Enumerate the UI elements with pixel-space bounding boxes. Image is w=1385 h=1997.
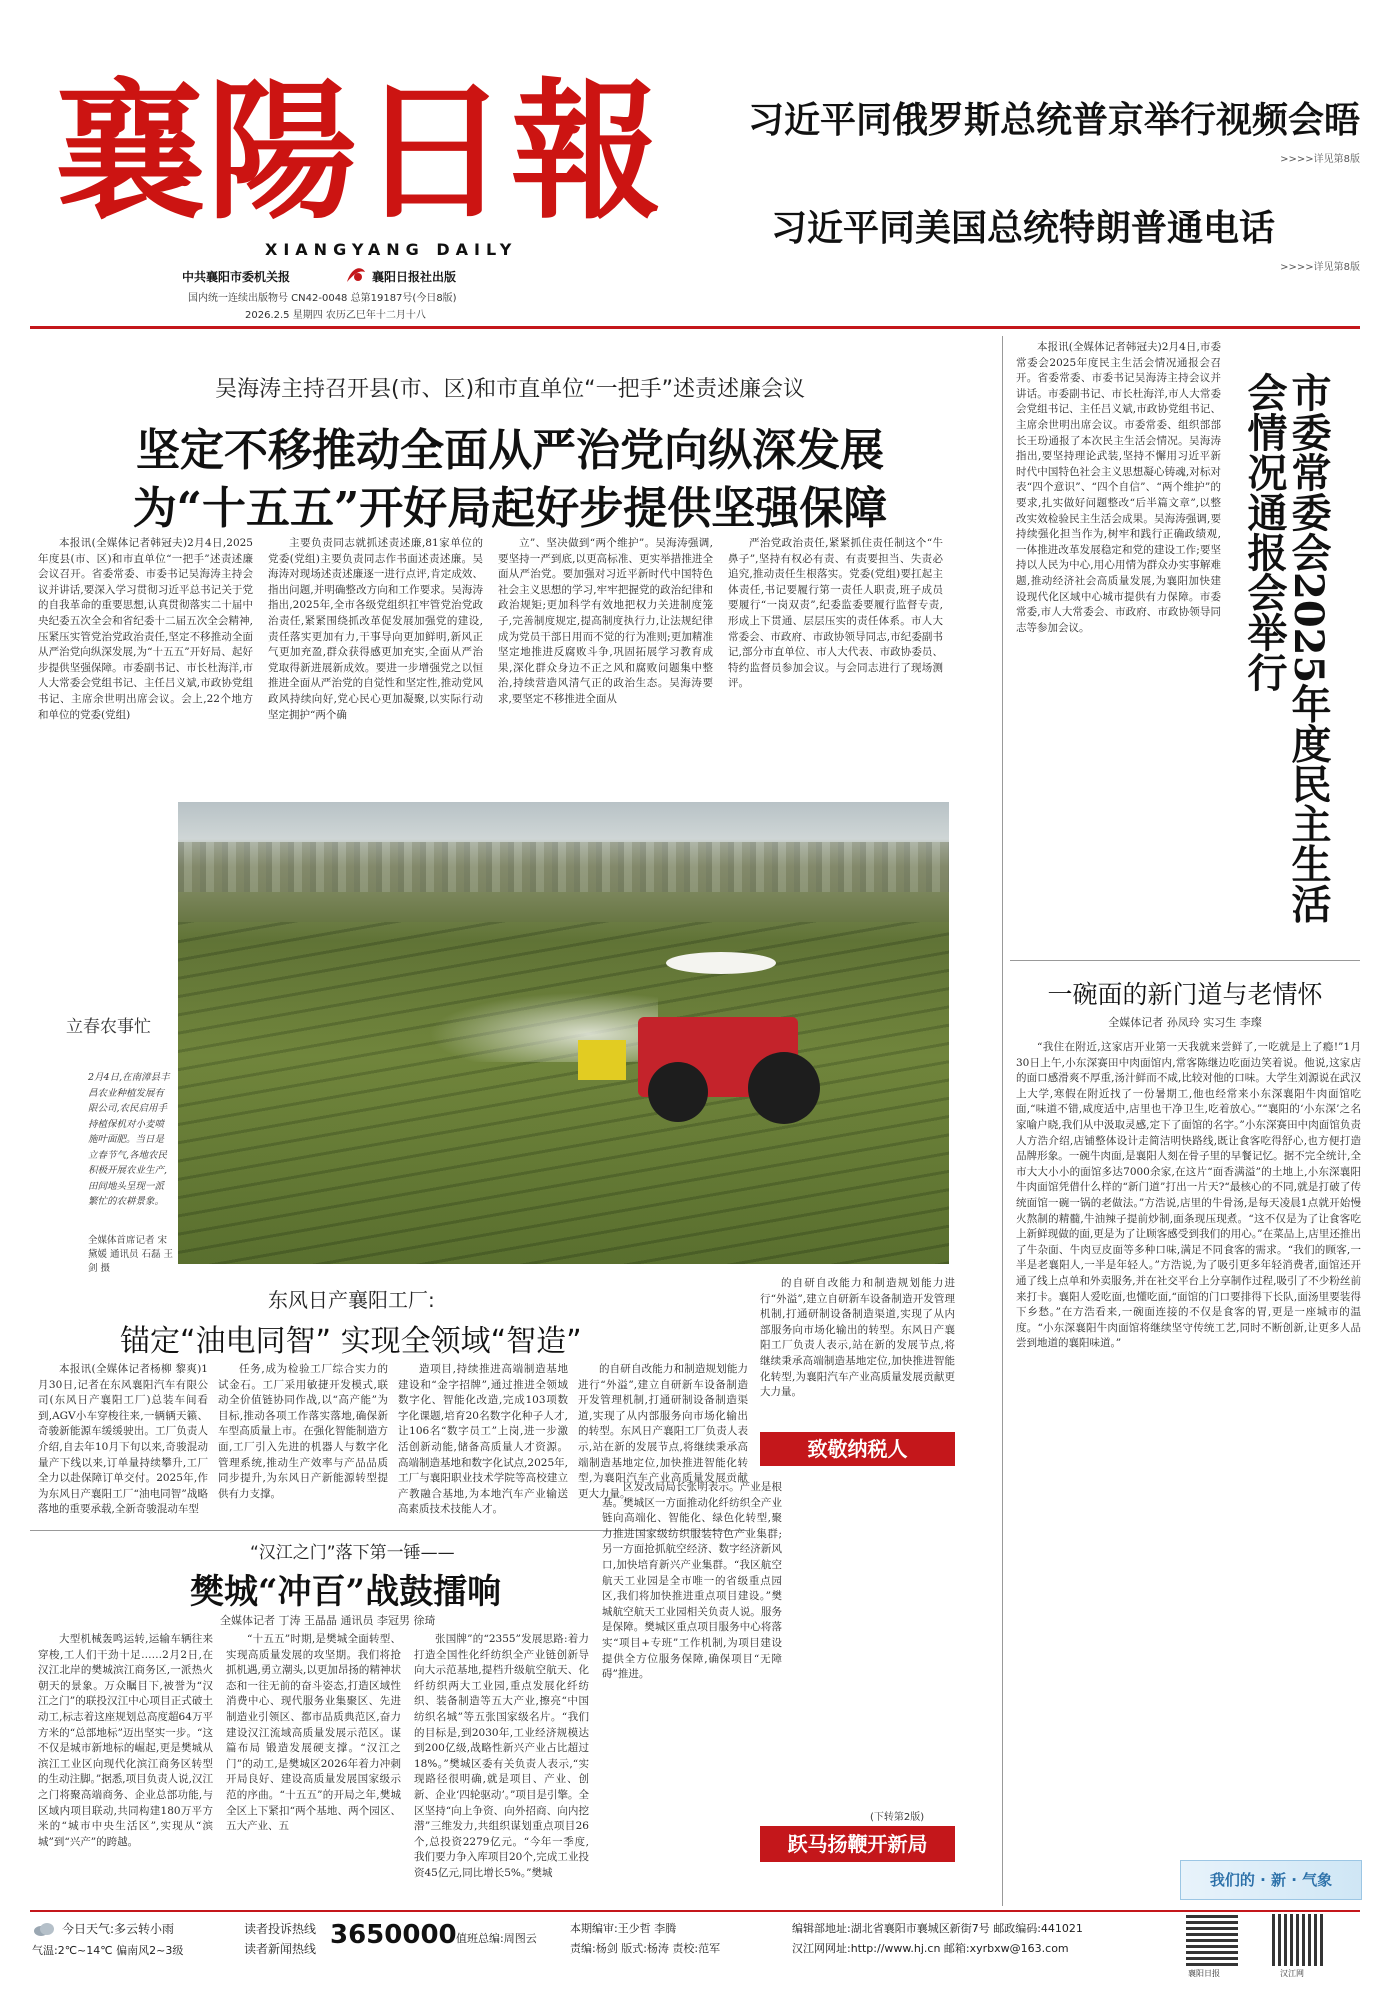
footer-rule — [30, 1910, 1360, 1912]
qr-code-icon-2[interactable] — [1272, 1914, 1324, 1966]
masthead-english-name: XIANGYANG DAILY — [265, 240, 518, 259]
lead-kicker: 吴海涛主持召开县(市、区)和市直单位“一把手”述责述廉会议 — [215, 377, 805, 402]
lead-title-line1[interactable]: 坚定不移推动全面从严治党向纵深发展 — [136, 425, 884, 476]
noodle-title[interactable]: 一碗面的新门道与老情怀 — [1047, 980, 1323, 1009]
fancheng-col-1: 大型机械轰鸣运转,运输车辆往来穿梭,工人们干劲十足……2月2日,在汉江北岸的樊城滨江商务区,一派热火朝天的景象。万众瞩目下,被誉为“汉江之门”的联投汉江中心项目正式破土动工,标志着这座规划总高度超64万平方米的“总部地标”迈出坚实一步。“这不仅是城市新地标的崛起,更是樊城从滨江工业区向现代化滨江商务区转型的生动注脚。”据悉,项目负责人说,汉江之门将聚高端商务、企业总部功能,与区域内项目联动,共同构建180万平方米的“城市中央生活区”,实现从“滨城”到“兴产”的跨越。 — [38, 1633, 213, 1848]
masthead-sponsor: 中共襄阳市委机关报 — [182, 270, 291, 284]
top-headline-1-ref[interactable]: >>>>详见第8版 — [1280, 154, 1360, 165]
hotline-label-2: 读者新闻热线 — [244, 1942, 317, 1956]
hotline-number[interactable]: 3650000 — [330, 1920, 457, 1950]
photo-tractor-field — [178, 802, 949, 1264]
masthead-issue-line: 国内统一连续出版物号 CN42-0048 总第19187号(今日8版) — [188, 293, 457, 304]
lead-col-2: 主要负责同志就抓述责述廉,81家单位的党委(党组)主要负责同志作书面述责述廉。吴海涛对现场述责述廉逐一进行点评,肯定成效、指出问题,并明确整改方向和工作要求。吴海涛指出,2025年,全市各级党组织扛牢管党治党政治责任,紧紧围绕抓改革促发展加强党的建设,责任落实更加有力,干事导向更加鲜明,新风正气更加充盈,群众获得感更加充实,全面从严治党取得新进展新成效。要进一步增强党之以恒推进全面从严治党的自觉性和坚定性,推动党风政风持续向好,党心民心更加凝聚,以实际行动坚定拥护“两个确 — [268, 537, 483, 721]
editorial-address: 编辑部地址:湖北省襄阳市襄城区新街7号 邮政编码:441021 — [792, 1922, 1083, 1935]
website-email[interactable]: 汉江网网址:http://www.hj.cn 邮箱:xyrbxw@163.com — [792, 1942, 1069, 1955]
fancheng-kicker: “汉江之门”落下第一锤—— — [250, 1543, 455, 1563]
qr-label-1: 襄阳日报 — [1188, 1969, 1220, 1978]
fancheng-col-3: 张国牌”的“2355”发展思路:着力打造全国性化纤纺织全产业链创新导向大示范基地,提档升级航空航天、化纤纺织两大工业园,重点发展化纤纺织、装备制造等五大产业,擦亮“中国纺织名城”等五张国家级名片。“我们的目标是,到2030年,工业经济规模达到200亿级,战略性新兴产业占比超过18%。”樊城区委有关负责人表示,“实现路径很明确,就是项目、产业、创新、企业‘四轮驱动’。”项目是引擎。全区坚持“向上争资、向外招商、向内挖潜”三维发力,共组织谋划重点项目26个,总投资2279亿元。“今年一季度,我们要力争入库项目20个,完成工业投资45亿元,同比增长5%。”樊城 — [414, 1633, 589, 1879]
dongfeng-title[interactable]: 锚定“油电同智” 实现全领域“智造” — [120, 1324, 582, 1359]
photo-credit: 全媒体首席记者 宋黛媛 通讯员 石磊 王剑 摄 — [88, 1235, 174, 1274]
photo-caption: 2月4日,在南漳县丰昌农业种植发展有限公司,农民启用手持植保机对小麦喷施叶面肥。当日是立春节气,各地农民积极开展农业生产,田间地头呈现一派繁忙的农耕景象。 — [88, 1072, 170, 1207]
dongfeng-col-1: 本报讯(全媒体记者杨柳 黎爽)1月30日,记者在东风襄阳汽车有限公司(东风日产襄阳工厂)总装车间看到,AGV小车穿梭往来,一辆辆天籁、奇骏新能源车缓缓驶出。工厂负责人介绍,自去年10月下旬以来,奇骏混动量产下线以来,订单量持续攀升,工厂全力以赴保障订单交付。2025年,作为东风日产襄阳工厂“油电同智”战略落地的重要承载,全新奇骏混动车型 — [38, 1363, 208, 1516]
masthead-logo: 襄陽日報 — [55, 64, 664, 240]
lead-article — [30, 336, 990, 776]
right-column-divider — [1002, 336, 1003, 1906]
fancheng-byline: 全媒体记者 丁涛 王晶晶 通讯员 李冠男 徐琦 — [220, 1614, 436, 1627]
top-headline-1[interactable]: 习近平同俄罗斯总统普京举行视频会晤 — [747, 100, 1360, 141]
photo-caption-panel — [30, 802, 178, 1274]
top-headline-2-ref[interactable]: >>>>详见第8版 — [1280, 262, 1360, 273]
weather-detail: 气温:2℃~14℃ 偏南风2~3级 — [32, 1944, 184, 1957]
fancheng-col-4: 区发改局局长张明表示。产业是根基。樊城区一方面推动化纤纺织全产业链向高端化、智能化、绿色化转型,聚力推进国家级纺织服装特色产业集群;另一方面抢抓航空经济、数字经济新风口,加快培育新兴产业集群。“我区航空航天工业园是全市唯一的省级重点园区,我们将加快推进重点项目建设。”樊城航空航天工业园相关负责人说。服务是保障。樊城区重点项目服务中心将落实“项目+专班”工作机制,为项目建设提供全方位服务保障,确保项目“无障碍”推进。 — [602, 1481, 782, 1681]
dongfeng-col-5: 的自研自改能力和制造规划能力进行“外溢”,建立自研新车设备制造开发管理机制,打通研制设备制造渠道,实现了从内部服务向市场化输出的转型。东风日产襄阳工厂负责人表示,站在新的发展节点,将继续秉承高端制造基地定位,加快推进智能化转型,为襄阳汽车产业高质量发展贡献更大力量。 — [760, 1277, 955, 1399]
tribute-badge[interactable]: 致敬纳税人 — [760, 1432, 955, 1466]
dongfeng-col-2: 任务,成为检验工厂综合实力的试金石。工厂采用敏捷开发模式,联动全价值链协同作战,以“高产能”为目标,推动各项工作落实落地,确保新车型高质量上市。在强化智能制造方面,工厂引入先进的机器人与数字化管理系统,推动生产效率与产品品质同步提升,为东风日产新能源转型提供有力支撑。 — [218, 1363, 388, 1500]
right-article-text: 本报讯(全媒体记者韩冠夫)2月4日,市委常委会2025年度民主生活会情况通报会召开。省委常委、市委书记吴海涛主持会议并讲话。市委副书记、市长杜海洋,市人大常委会党组书记、主任吕义斌,市政协党组书记、主席余世明出席会议。市委常委、组织部部长王玢通报了本次民主生活会情况。吴海涛指出,要坚持理论武装,坚持不懈用习近平新时代中国特色社会主义思想凝心铸魂,对标对表“四个意识”、“四个自信”、“两个维护”的要求,扎实做好问题整改“后半篇文章”,以整改实效检验民主生活会成果。吴海涛强调,要持续强化担当作为,树牢和践行正确政绩观,一体推进改革发展稳定和党的建设工作;要坚持以人民为中心,用心用情为群众办实事解难题,推动经济社会高质量发展,为襄阳加快建设现代化区域中心城市提供有力保障。市委常委,市人大常委会、市政府、市政协领导同志等参加会议。 — [1016, 341, 1221, 634]
issue-editor: 本期编审:王少哲 李腾 — [570, 1922, 677, 1935]
qr-code-icon[interactable] — [1186, 1914, 1238, 1966]
photo-label: 立春农事忙 — [66, 1017, 151, 1037]
dongfeng-kicker: 东风日产襄阳工厂: — [268, 1288, 435, 1312]
dongfeng-col-4: 的自研自改能力和制造规划能力进行“外溢”,建立自研新车设备制造开发管理机制,打通研制设备制造渠道,实现了从内部服务向市场化输出的转型。东风日产襄阳工厂负责人表示,站在新的发展节点,将继续秉承高端制造基地定位,加快推进智能化转型,为襄阳汽车产业高质量发展贡献更大力量。 — [578, 1363, 748, 1500]
masthead-date-line: 2026.2.5 星期四 农历乙巳年十二月十八 — [245, 310, 426, 321]
fancheng-continued[interactable]: (下转第2版) — [870, 1812, 925, 1823]
duty-editor: 值班总编:周图云 — [456, 1932, 537, 1945]
fancheng-col-2: “十五五”时期,是樊城全面转型、实现高质量发展的攻坚期。我们将抢抓机遇,勇立潮头,以更加昂扬的精神状态和一往无前的奋斗姿态,打造区域性消费中心、现代服务业集聚区、先进制造业引领区、都市品质典范区,奋力建设汉江流域高质量发展示范区。谋篇布局 锻造发展硬支撑。“汉江之门”的动工,是樊城区2026年着力冲刺开局良好、建设高质量发展国家级示范的序曲。“十五五”的开局之年,樊城全区上下紧扣“两个基地、两个园区、五大产业、五 — [226, 1633, 401, 1833]
hotline-label-1: 读者投诉热线 — [244, 1922, 317, 1936]
newspaper-emblem-icon — [344, 262, 368, 286]
noodle-text: “我住在附近,这家店开业第一天我就来尝鲜了,一吃就是上了瘾!”1月30日上午,小东深赛田中肉面馆内,常客陈继边吃面边笑着说。他说,这家店的面口感滑爽不厚重,汤汁鲜而不咸,比较对他的口味。大学生刘源说在武汉上大学,寒假在附近找了一份暑期工,他也经常来小东深襄阳牛肉面馆吃面,“味道不错,咸度适中,店里也干净卫生,吃着放心。”“襄阳的‘小东深’之名家喻户晓,我们从中汲取灵感,定下了面馆的名字。”小东深赛田中肉面馆负责人方浩介绍,店铺整体设计走简洁明快路线,既让食客吃得舒心,也方便打造品牌形象。一碗牛肉面,是襄阳人刻在骨子里的早餐记忆。据不完全统计,全市大大小小的面馆多达7000余家,在这片“面香满溢”的土地上,小东深襄阳牛肉面馆凭借什么样的“新门道”打出一片天?“最核心的不同,就是打破了传统面馆一碗一锅的老做法。”方浩说,店里的牛骨汤,是每天凌晨1点就开始慢火熬制的精髓,牛油辣子提前炒制,面条现压现煮。“这不仅是为了让食客吃上新鲜现做的面,更是为了让顾客感受到我们的用心。”在菜品上,店里还推出了牛杂面、牛肉豆皮面等多种口味,满足不同食客的需求。“我们的顾客,一半是老襄阳人,一半是年轻人。”方浩说,为了吸引更多年轻消费者,面馆还开通了线上点单和外卖服务,并在社交平台上分享制作过程,吸引了不少粉丝前来打卡。襄阳人爱吃面,也懂吃面,“面馆的门口要排得下长队,面汤里要装得下乡愁。”在方浩看来,一碗面连接的不仅是食客的胃,更是一座城市的温度。“小东深襄阳牛肉面馆将继续坚守传统工艺,同时不断创新,让更多人品尝到地道的襄阳味道。” — [1016, 1041, 1361, 1350]
lead-title-line2[interactable]: 为“十五五”开好局起好步提供坚强保障 — [132, 483, 888, 534]
masthead-publisher: 襄阳日报社出版 — [372, 270, 457, 284]
lead-col-4: 严治党政治责任,紧紧抓住责任制这个“牛鼻子”,坚持有权必有责、有责要担当、失责必追究,推动责任生根落实。党委(党组)要扛起主体责任,书记要履行第一责任人职责,班子成员要履行“一岗双责”,纪委监委要履行监督专责,形成上下贯通、层层压实的责任体系。市人大常委会、市政府、市政协领导同志,市纪委副书记,部分市直单位、市人大代表、市政协委员、特约监督员参加会议。与会同志进行了现场测评。 — [728, 537, 943, 690]
fancheng-title[interactable]: 樊城“冲百”战鼓擂响 — [190, 1572, 502, 1612]
layout-staff: 责编:杨剑 版式:杨涛 责校:范军 — [570, 1942, 721, 1955]
dongfeng-col-3: 造项目,持续推进高端制造基地建设和“金字招牌”,通过推进全领域数字化、智能化改造,完成103项数字化课题,培育20名数字化种子人才,让106名“数字员工”上岗,进一步激活创新动能,储备高质量人才资源。高端制造基地和数字化试点,2025年,工厂与襄阳职业技术学院等高校建立产教融合基地,为本地汽车产业输送高素质技术技能人才。 — [398, 1363, 568, 1516]
lead-col-3: 立”、坚决做到“两个维护”。吴海涛强调,要坚持一严到底,以更高标准、更实举措推进全面从严治党。要加强对习近平新时代中国特色社会主义思想的学习,牢牢把握党的政治纪律和政治规矩;更加科学有效地把权力关进制度笼子,完善制度规定,提高制度执行力,让法规纪律成为党员干部日用而不觉的行为准则;更加精准坚定地推进反腐败斗争,巩固拓展学习教育成果,深化群众身边不正之风和腐败问题集中整治,持续营造风清气正的政治生态。吴海涛要求,要坚定不移推进全面从 — [498, 537, 713, 705]
lead-col-1: 本报讯(全媒体记者韩冠夫)2月4日,2025年度县(市、区)和市直单位“一把手”述责述廉会议召开。省委常委、市委书记吴海涛主持会议并讲话,要深入学习贯彻习近平总书记关于党的自我革命的重要思想,认真贯彻落实二十届中央纪委五次全会和省纪委十二届五次全会精神,压紧压实管党治党政治责任,坚定不移推动全面从严治党向纵深发展,为“十五五”开好局、起好步提供坚强保障。市委副书记、市长杜海洋,市人大常委会党组书记、主任吕义斌,市政协党组书记、主席余世明出席会议。会上,22个地方和单位的党委(党组) — [38, 537, 253, 721]
qr-label-2: 汉江网 — [1280, 1969, 1304, 1978]
weather-label: 今日天气:多云转小雨 — [62, 1922, 175, 1936]
top-headline-2[interactable]: 习近平同美国总统特朗普通电话 — [770, 208, 1275, 249]
noodle-byline: 全媒体记者 孙凤玲 实习生 李璨 — [1108, 1016, 1262, 1029]
leap-badge[interactable]: 跃马扬鞭开新局 — [760, 1826, 955, 1862]
noodle-divider — [1010, 960, 1360, 961]
weather-cloud-icon — [32, 1920, 56, 1938]
new-year-banner: 我们的 · 新 · 气象 — [1180, 1860, 1362, 1900]
masthead-divider — [30, 326, 1360, 329]
right-article-title[interactable]: 市委常委会2025年度民主生活会情况通报会举行 — [1241, 372, 1332, 924]
